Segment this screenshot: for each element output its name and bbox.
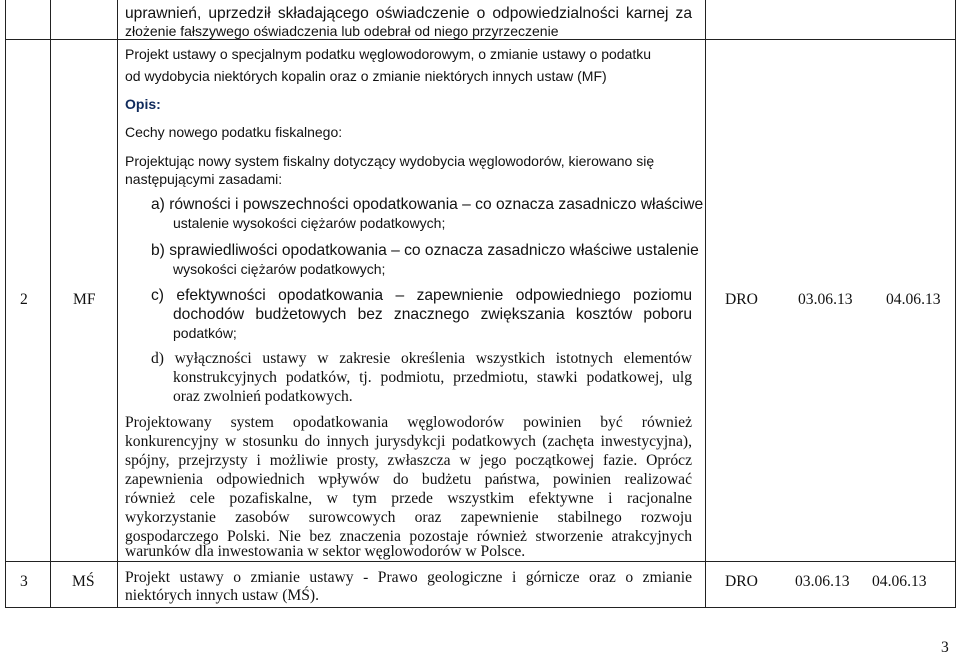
project-title-line-1: Projekt ustawy o specjalnym podatku węglowodorowym, o zmianie ustawy o podatku	[125, 46, 652, 62]
project-title-line-1: Projekt ustawy o zmianie ustawy - Prawo geologiczne i górnicze oraz o zmianie	[125, 569, 692, 586]
row-number: 3	[20, 573, 28, 590]
row-divider-2	[5, 561, 956, 562]
paragraph-line-8: warunków dla inwestowania w sektor węglowodorów w Polsce.	[125, 543, 526, 560]
list-item-d: d) wyłączności ustawy w zakresie określenia wszystkich istotnych elementów	[151, 350, 692, 367]
continuation-line-2: złożenie fałszywego oświadczenia lub odebrał od niego przyrzeczenie	[125, 23, 559, 39]
continuation-line-1: uprawnień, uprzedził składającego oświadczenie o odpowiedzialności karnej za	[125, 5, 692, 22]
list-item-a-cont: ustalenie wysokości ciężarów podatkowych;	[173, 215, 446, 231]
col-divider-1	[50, 0, 51, 608]
paragraph-line-7: gospodarczego Polski. Nie bez znaczenia pozostaje również stworzenie atrakcyjnych	[125, 528, 692, 545]
list-item-b: b) sprawiedliwości opodatkowania – co oznacza zasadniczo właściwe ustalenie	[151, 242, 699, 259]
intro-line-1: Projektując nowy system fiskalny dotyczący wydobycia węglowodorów, kierowano się	[125, 153, 655, 169]
table-left-border	[5, 0, 6, 608]
project-title-line-2: od wydobycia niektórych kopalin oraz o zmianie niektórych innych ustaw (MF)	[125, 68, 607, 84]
list-item-b-cont: wysokości ciężarów podatkowych;	[173, 261, 386, 277]
paragraph-line-2: konkurencyjny w stosunku do innych jurysdykcji podatkowych (zachęta inwestycyjna),	[125, 433, 692, 450]
date-sent: 04.06.13	[886, 291, 941, 308]
list-item-c-cont-1: dochodów budżetowych bez znacznego zwiększania kosztów poboru	[173, 306, 692, 323]
col-divider-3	[705, 0, 706, 608]
paragraph-line-5: również cele pozafiskalne, w tym przede wszystkim efektywne i racjonalne	[125, 490, 692, 507]
dept-label: DRO	[725, 291, 758, 308]
row-number: 2	[20, 291, 28, 308]
table-bottom-border	[5, 607, 956, 608]
intro-line-2: następującymi zasadami:	[125, 171, 283, 187]
paragraph-line-4: zapewnienia odpowiednich wpływów do budżetu państwa, powinien realizować	[125, 471, 692, 488]
opis-label: Opis:	[125, 96, 161, 112]
row-code: MŚ	[72, 573, 95, 590]
paragraph-line-3: spójny, przejrzysty i możliwie prosty, zwłaszcza w jego początkowej fazie. Oprócz	[125, 452, 692, 469]
col-divider-2	[117, 0, 118, 608]
cechy-heading: Cechy nowego podatku fiskalnego:	[125, 124, 343, 140]
row-divider-1	[5, 39, 956, 40]
list-item-c-cont-2: podatków;	[173, 325, 237, 341]
date-received: 03.06.13	[798, 291, 853, 308]
table-right-border	[955, 0, 956, 608]
paragraph-line-6: wykorzystanie zasobów surowcowych oraz zapewnienie stabilnego rozwoju	[125, 509, 692, 526]
page-number: 3	[941, 639, 949, 656]
row-code: MF	[73, 291, 96, 308]
date-received: 03.06.13	[795, 573, 850, 590]
list-item-d-cont-1: konstrukcyjnych podatków, tj. podmiotu, przedmiotu, stawki podatkowej, ulg	[173, 369, 692, 386]
date-sent: 04.06.13	[872, 573, 927, 590]
list-item-a: a) równości i powszechności opodatkowania – co oznacza zasadniczo właściwe	[151, 196, 704, 213]
list-item-d-cont-2: oraz zwolnień podatkowych.	[173, 388, 353, 405]
paragraph-line-1: Projektowany system opodatkowania węglowodorów powinien być również	[125, 414, 692, 431]
dept-label: DRO	[725, 573, 758, 590]
list-item-c: c) efektywności opodatkowania – zapewnienie odpowiedniego poziomu	[151, 287, 692, 304]
project-title-line-2: niektórych innych ustaw (MŚ).	[125, 587, 320, 604]
